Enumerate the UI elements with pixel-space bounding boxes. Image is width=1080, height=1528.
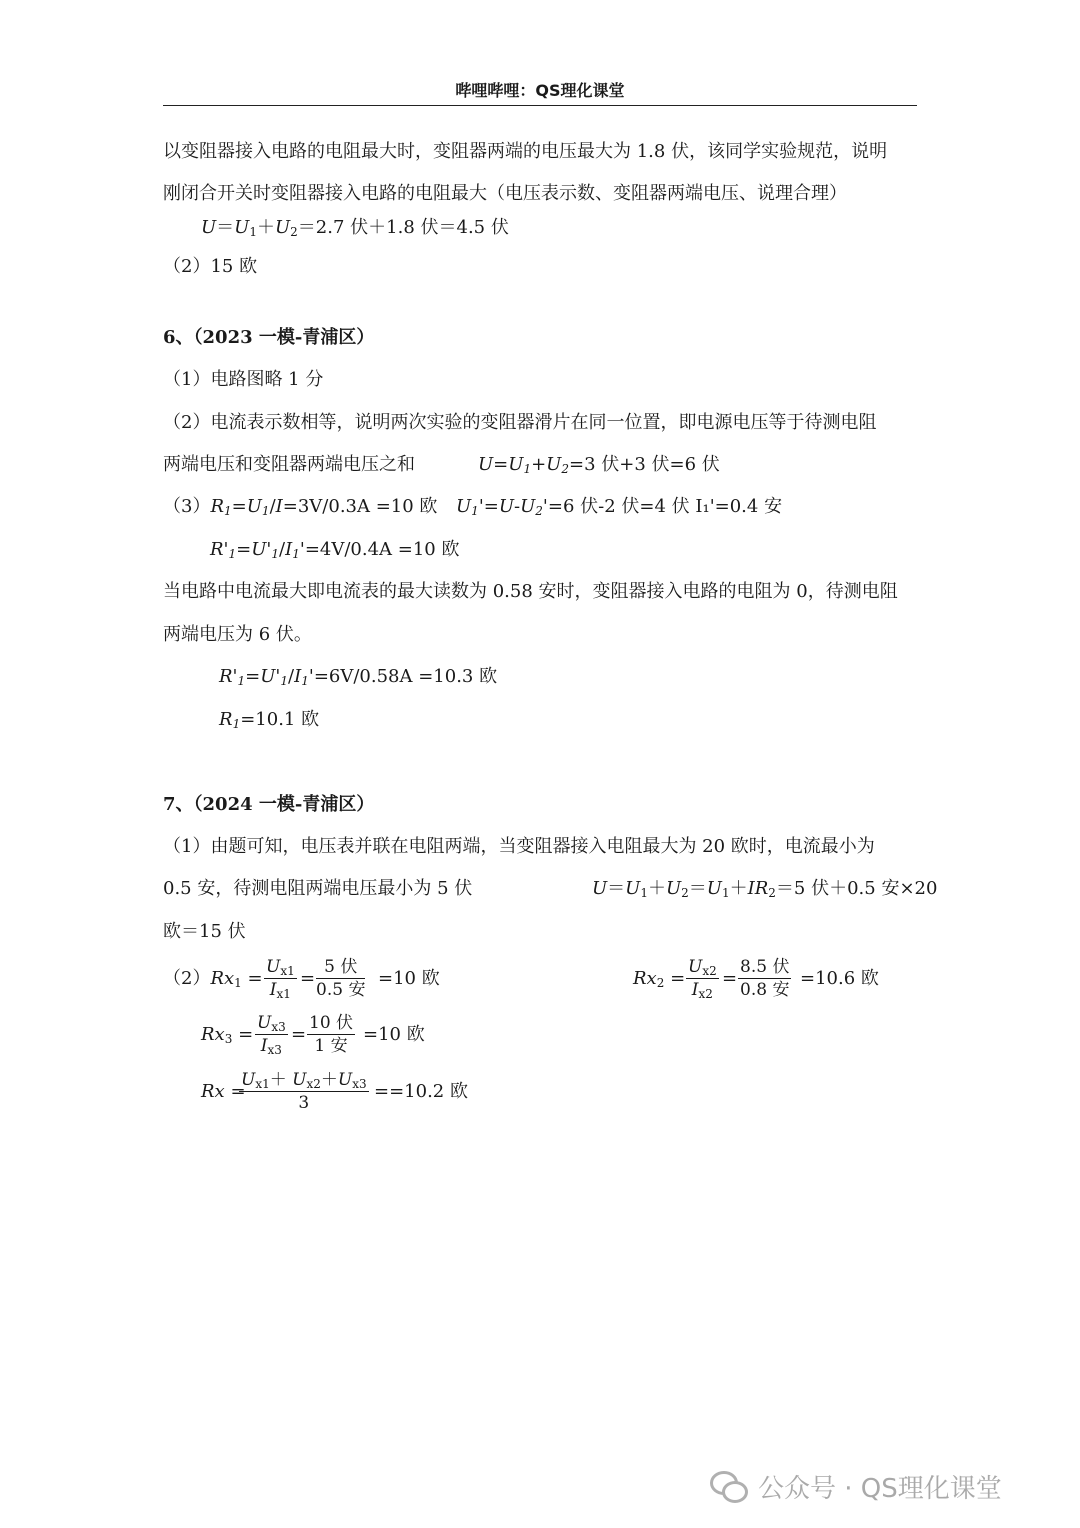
result: =10 欧: [363, 1024, 425, 1045]
text-line: 当电路中电流最大即电流表的最大读数为 0.58 安时，变阻器接入电路的电阻为 0，待测电阻: [163, 581, 898, 602]
fraction: $\frac{U_{x2}}{I_{x2}}$: [688, 957, 717, 1001]
result: =10.6 欧: [800, 968, 879, 989]
formula-line: $R'_1=U'_1/I_1'=4V/0.4A =10$ 欧: [210, 539, 460, 561]
formula-line: $R'_1=U'_1/I_1'=6V/0.58A =10.3$ 欧: [219, 666, 498, 688]
watermark-text: 公众号 · QS理化课堂: [758, 1473, 1002, 1504]
text-line: （2）15 欧: [163, 256, 258, 277]
fraction: $\frac{U_{x3}}{I_{x3}}$: [257, 1013, 286, 1057]
text-line: （1）由题可知，电压表并联在电阻两端，当变阻器接入电阻最大为 20 欧时，电流最小为: [163, 836, 875, 857]
text-line: 欧＝15 伏: [163, 921, 246, 942]
formula-label: $Rx_3$ =: [201, 1024, 254, 1046]
formula-line: $U=U_1+U_2=U_1+IR_2=5$ 伏＋0.5 安×20: [592, 878, 938, 900]
formula-line: $U=U_1+U_2=2.7$ 伏＋1.8 伏＝4.5 伏: [201, 217, 509, 239]
text-line: 两端电压和变阻器两端电压之和: [163, 454, 415, 475]
fraction: $\frac{U_{x1}+ U_{x2}+U_{x3}}{3}$: [241, 1070, 367, 1113]
formula-line: $U_1'=U-U_2'=6$ 伏-2 伏=4 伏 I₁'=0.4 安: [456, 496, 783, 518]
text-line: 0.5 安，待测电阻两端电压最小为 5 伏: [163, 878, 473, 899]
watermark: [710, 1466, 1002, 1506]
result: =10 欧: [378, 968, 440, 989]
text-line: （1）电路图略 1 分: [163, 369, 324, 390]
text-line: 以变阻器接入电路的电阻最大时，变阻器两端的电压最大为 1.8 伏，该同学实验规范，说明: [163, 141, 888, 162]
formula-label: $(2)Rx_1$ =: [163, 968, 263, 990]
formula-line: $U=U_1+U_2=3$ 伏+3 伏=6 伏: [478, 454, 720, 476]
formula-line: $(3)R_1=U_1/I=3V/0.3A =10$ 欧: [163, 496, 438, 518]
page-header: 哔哩哔哩：QS理化课堂: [163, 78, 917, 106]
fraction: 5 伏 0.5 安: [316, 957, 366, 1000]
wechat-icon: [710, 1469, 748, 1503]
fraction: $\frac{U_{x1}}{I_{x1}}$: [266, 957, 295, 1001]
equals-sign: =: [722, 968, 738, 989]
equals-sign: =: [291, 1024, 307, 1045]
formula-line: $R_1=10.1$ 欧: [219, 709, 320, 731]
fraction: 10 伏 1 安: [309, 1013, 354, 1056]
equals-sign: =: [300, 968, 316, 989]
formula-label: Rx =: [201, 1081, 246, 1102]
text-line: （2）电流表示数相等，说明两次实验的变阻器滑片在同一位置，即电源电压等于待测电阻: [163, 412, 877, 433]
formula-label: $Rx_2$ =: [633, 968, 686, 990]
result: ==10.2 欧: [374, 1081, 468, 1102]
text-line: 两端电压为 6 伏。: [163, 624, 312, 645]
section-title: 7、（2024 一模-青浦区）: [163, 794, 375, 815]
fraction: 8.5 伏 0.8 安: [740, 957, 790, 1000]
text-line: 刚闭合开关时变阻器接入电路的电阻最大（电压表示数、变阻器两端电压、说理合理）: [163, 183, 847, 204]
section-title: 6、（2023 一模-青浦区）: [163, 327, 375, 348]
